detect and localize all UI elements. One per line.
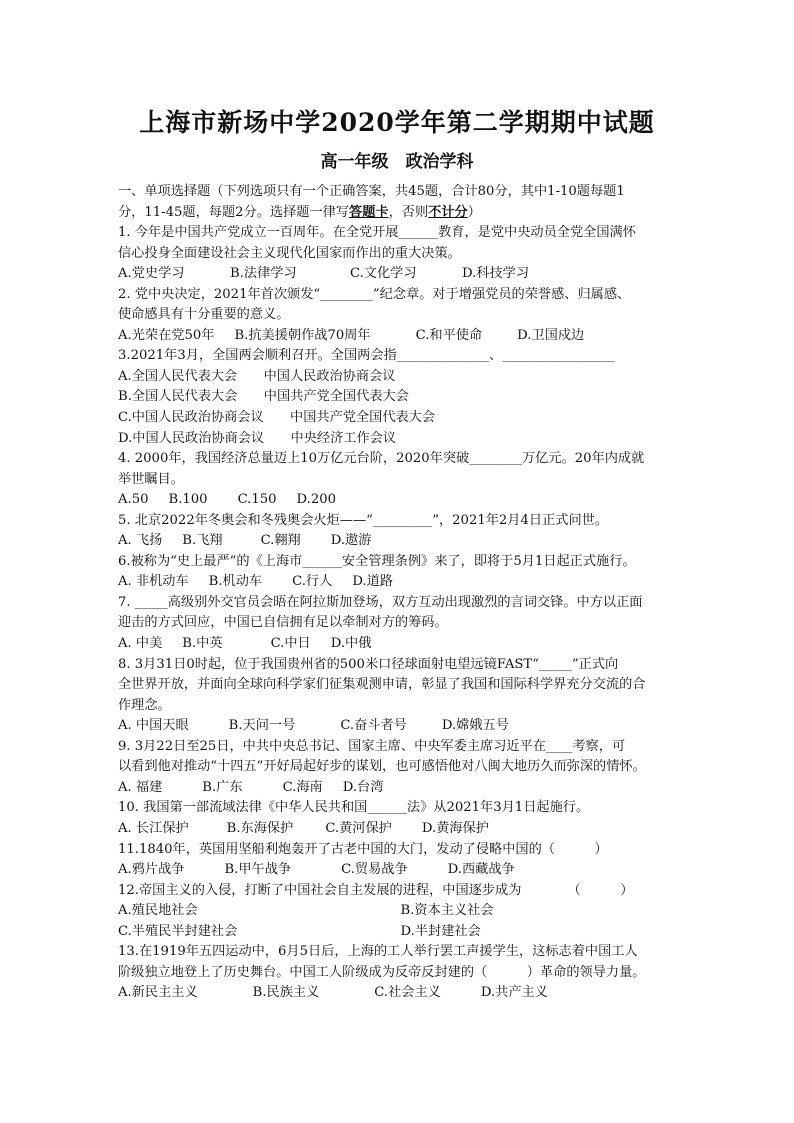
question-list <box>118 182 683 1004</box>
question-stem: 迎击的方式回应，中国已自信拥有足以牵制对方的筹码。 <box>118 615 448 631</box>
question-options: A. 中国天眼 B.天问一号 C.奋斗者号 D.嫦娥五号 <box>118 718 509 734</box>
question-options: A.新民主主义 B.民族主义 C.社会主义 D.共产主义 <box>118 985 548 1001</box>
section-header-line-2: 分，11-45题，每题2分。选择题一律写答题卡，否则不计分） <box>118 204 481 220</box>
question-stem: 信心投身全面建设社会主义现代化国家而作出的重大决策。 <box>118 245 461 261</box>
question-option: C.中国人民政治协商会议 中国共产党全国代表大会 <box>118 410 436 426</box>
question-stem: 全世界开放，并面向全球向科学家们征集观测申请，彰显了我国和国际科学界充分交流的合 <box>118 677 646 693</box>
question-options: A. 非机动车 B.机动车 C.行人 D.道路 <box>118 574 393 590</box>
question-options: A.党史学习 B.法律学习 C.文化学习 D.科技学习 <box>118 266 530 282</box>
question-stem: 使命感具有十分重要的意义。 <box>118 307 290 323</box>
question-options: A. 飞扬 B.飞翔 C.翱翔 D.遨游 <box>118 533 372 549</box>
question-stem: 2. 党中央决定，2021年首次颁发“________”纪念章。对于增强党员的荣誉感、归属感、 <box>118 286 631 302</box>
question-stem: 举世瞩目。 <box>118 471 184 487</box>
question-option: A.全国人民代表大会 中国人民政治协商会议 <box>118 368 396 384</box>
no-score-text: 不计分 <box>428 204 468 220</box>
question-options: A.光荣在党50年 B.抗美援朝作战70周年 C.和平使命 D.卫国戍边 <box>118 327 585 343</box>
question-options: A. 长江保护 B.东海保护 C.黄河保护 D.黄海保护 <box>118 820 489 836</box>
question-option: B.全国人民代表大会 中国共产党全国代表大会 <box>118 389 409 405</box>
section-header-line-1: 一、单项选择题（下列选项只有一个正确答案，共45题，合计80分，其中1-10题每题1 <box>118 184 625 199</box>
question-stem: 阶级独立地登上了历史舞台。中国工人阶级成为反帝反封建的（ ）革命的领导力量。 <box>118 964 646 980</box>
question-stem: 7. _____高级别外交官员会晤在阿拉斯加登场，双方互动出现激烈的言词交锋。中方以正面 <box>118 594 643 610</box>
answer-card-text: 答题卡 <box>349 204 389 220</box>
question-stem: 4. 2000年，我国经济总量迈上10万亿元台阶，2020年突破________万亿元。20年内成就 <box>118 451 645 467</box>
question-stem: 3.2021年3月，全国两会顺利召开。全国两会指______________、_________________ <box>118 348 615 364</box>
question-stem: 1. 今年是中国共产党成立一百周年。在全党开展______教育，是党中央动员全党全国满怀 <box>118 225 636 241</box>
question-stem: 12.帝国主义的入侵，打断了中国社会自主发展的进程，中国逐步成为 （ ） <box>118 882 634 898</box>
question-stem: 8. 3月31日0时起，位于我国贵州省的500米口径球面射电望远镜FAST“_____”正式向 <box>118 656 619 672</box>
page-title: 上海市新场中学2020学年第二学期期中试题 <box>139 108 655 137</box>
question-stem: 6.被称为“史上最严”的《上海市______安全管理条例》来了，即将于5月1日起正式施行。 <box>118 553 636 569</box>
question-stem: 11.1840年，英国用坚船利炮轰开了古老中国的大门，发动了侵略中国的（ ） <box>118 841 608 857</box>
question-options: A.50 B.100 C.150 D.200 <box>118 492 337 508</box>
question-stem: 10. 我国第一部流域法律《中华人民共和国______法》从2021年3月1日起施行。 <box>118 800 590 816</box>
question-stem: 以看到他对推动“十四五”开好局起好步的谋划，也可感悟他对八闽大地历久而弥深的情怀。 <box>118 759 646 775</box>
question-options: A. 中美 B.中英 C.中日 D.中俄 <box>118 636 372 652</box>
page-subtitle: 高一年级 政治学科 <box>320 152 474 172</box>
question-stem: 13.在1919年五四运动中，6月5日后，上海的工人举行罢工声援学生，这标志着中国工人 <box>118 944 638 960</box>
question-stem: 作理念。 <box>118 697 171 713</box>
question-stem: 9. 3月22日至25日，中共中央总书记、国家主席、中央军委主席习近平在____考察，可 <box>118 738 626 754</box>
question-options: A.殖民地社会 B.资本主义社会 <box>118 903 494 919</box>
question-option: D.中国人民政治协商会议 中央经济工作会议 <box>118 430 397 446</box>
question-options: C.半殖民半封建社会 D.半封建社会 <box>118 923 481 939</box>
question-options: A.鸦片战争 B.甲午战争 C.贸易战争 D.西藏战争 <box>118 862 515 878</box>
question-stem: 5. 北京2022年冬奥会和冬残奥会火炬——“_________”，2021年2月4日正式问世。 <box>118 512 609 528</box>
question-options: A. 福建 B.广东 C.海南 D.台湾 <box>118 779 384 795</box>
